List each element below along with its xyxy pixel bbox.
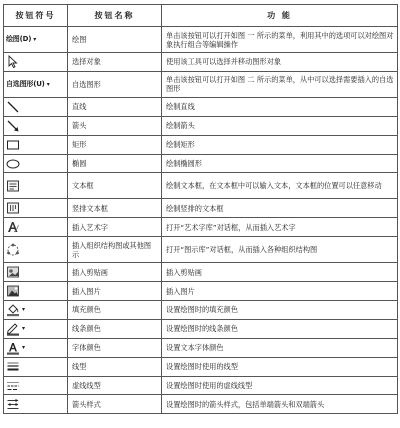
chevron-down-icon: ▾ [22, 306, 26, 314]
row-function: 绘制椭圆形 [162, 154, 398, 173]
row-function: 单击该按钮可以打开如图 二 所示的菜单，从中可以选择需要插入的自选图形 [162, 71, 398, 97]
table-row [4, 27, 398, 53]
header-function: 功 能 [162, 5, 398, 27]
header-button-name: 按钮名称 [68, 5, 162, 27]
diagram-icon [6, 243, 20, 257]
textbox-icon [6, 179, 20, 193]
row-name: 插入组织结构图或其他图示 [68, 237, 162, 263]
table-row [4, 53, 398, 72]
row-name: 字体颜色 [68, 338, 162, 357]
row-function: 绘制文本框，在文本框中可以输入文本，文本框的位置可以任意移动 [162, 173, 398, 199]
row-name: 插入艺术字 [68, 218, 162, 237]
dash-style-icon [6, 379, 20, 393]
vertical-textbox-icon [6, 201, 20, 215]
table-row [4, 319, 398, 338]
arrow-icon [6, 119, 20, 133]
chevron-down-icon: ▾ [22, 325, 26, 333]
line-color-icon [6, 322, 20, 336]
row-function: 设置绘图时的填充颜色 [162, 301, 398, 320]
table-row [4, 135, 398, 154]
chevron-down-icon: ▾ [46, 80, 50, 88]
table-row [4, 301, 398, 320]
row-name: 直线 [68, 97, 162, 116]
row-name: 虚线线型 [68, 376, 162, 395]
button-table [3, 4, 398, 414]
row-name: 填充颜色 [68, 301, 162, 320]
row-name: 竖排文本框 [68, 199, 162, 218]
row-function: 使用该工具可以选择并移动图形对象 [162, 53, 398, 72]
row-name: 箭头 [68, 116, 162, 135]
table-row [4, 282, 398, 301]
table-row [4, 376, 398, 395]
picture-icon [6, 284, 20, 298]
line-style-icon [6, 360, 20, 374]
row-name: 线条颜色 [68, 319, 162, 338]
row-function: 设置绘图时使用的虚线线型 [162, 376, 398, 395]
row-name: 文本框 [68, 173, 162, 199]
clipart-icon [6, 265, 20, 279]
row-name: 插入剪贴画 [68, 263, 162, 282]
row-function: 打开“艺术字库”对话框，从而插入艺术字 [162, 218, 398, 237]
row-function: 插入剪贴画 [162, 263, 398, 282]
ellipse-icon [6, 157, 20, 171]
table-row [4, 154, 398, 173]
row-name: 自选图形 [68, 71, 162, 97]
row-name: 绘图 [68, 27, 162, 53]
table-row [4, 116, 398, 135]
table-header-row [4, 5, 398, 27]
row-function: 设置绘图时的线条颜色 [162, 319, 398, 338]
row-function: 单击该按钮可以打开如图 一 所示的菜单，利用其中的选项可以对绘图对象执行组合等编辑操作 [162, 27, 398, 53]
table-row [4, 237, 398, 263]
wordart-icon [6, 220, 20, 234]
row-name: 矩形 [68, 135, 162, 154]
header-button-symbol: 按钮符号 [4, 5, 68, 27]
row-function: 设置绘图时的箭头样式，包括单端箭头和双端箭头 [162, 395, 398, 414]
rectangle-icon [6, 138, 20, 152]
row-function: 设置文本字体颜色 [162, 338, 398, 357]
row-function: 绘制箭头 [162, 116, 398, 135]
table-row [4, 395, 398, 414]
row-name: 线型 [68, 357, 162, 376]
table-row [4, 97, 398, 116]
table-row [4, 218, 398, 237]
row-function: 绘制竖排的文本框 [162, 199, 398, 218]
row-name: 选择对象 [68, 53, 162, 72]
draw-menu-icon: 绘图(D) [6, 35, 32, 43]
chevron-down-icon: ▾ [33, 36, 37, 43]
arrow-style-icon [6, 397, 20, 411]
table-row [4, 199, 398, 218]
fill-color-icon [6, 303, 20, 317]
button-reference-document [3, 4, 397, 414]
row-name: 插入图片 [68, 282, 162, 301]
row-function: 打开“图示库”对话框，从而插入各种组织结构图 [162, 237, 398, 263]
table-row [4, 71, 398, 97]
row-function: 绘制直线 [162, 97, 398, 116]
row-function: 插入图片 [162, 282, 398, 301]
line-icon [6, 100, 20, 114]
table-row [4, 173, 398, 199]
row-name: 椭圆 [68, 154, 162, 173]
select-arrow-icon [6, 55, 20, 69]
autoshape-menu-icon: 自选图形(U) [6, 79, 45, 88]
chevron-down-icon: ▾ [22, 344, 26, 352]
row-name: 箭头样式 [68, 395, 162, 414]
table-row [4, 338, 398, 357]
row-function: 绘制矩形 [162, 135, 398, 154]
row-function: 设置绘图时使用的线型 [162, 357, 398, 376]
table-row [4, 263, 398, 282]
font-color-icon [6, 341, 20, 355]
table-row [4, 357, 398, 376]
